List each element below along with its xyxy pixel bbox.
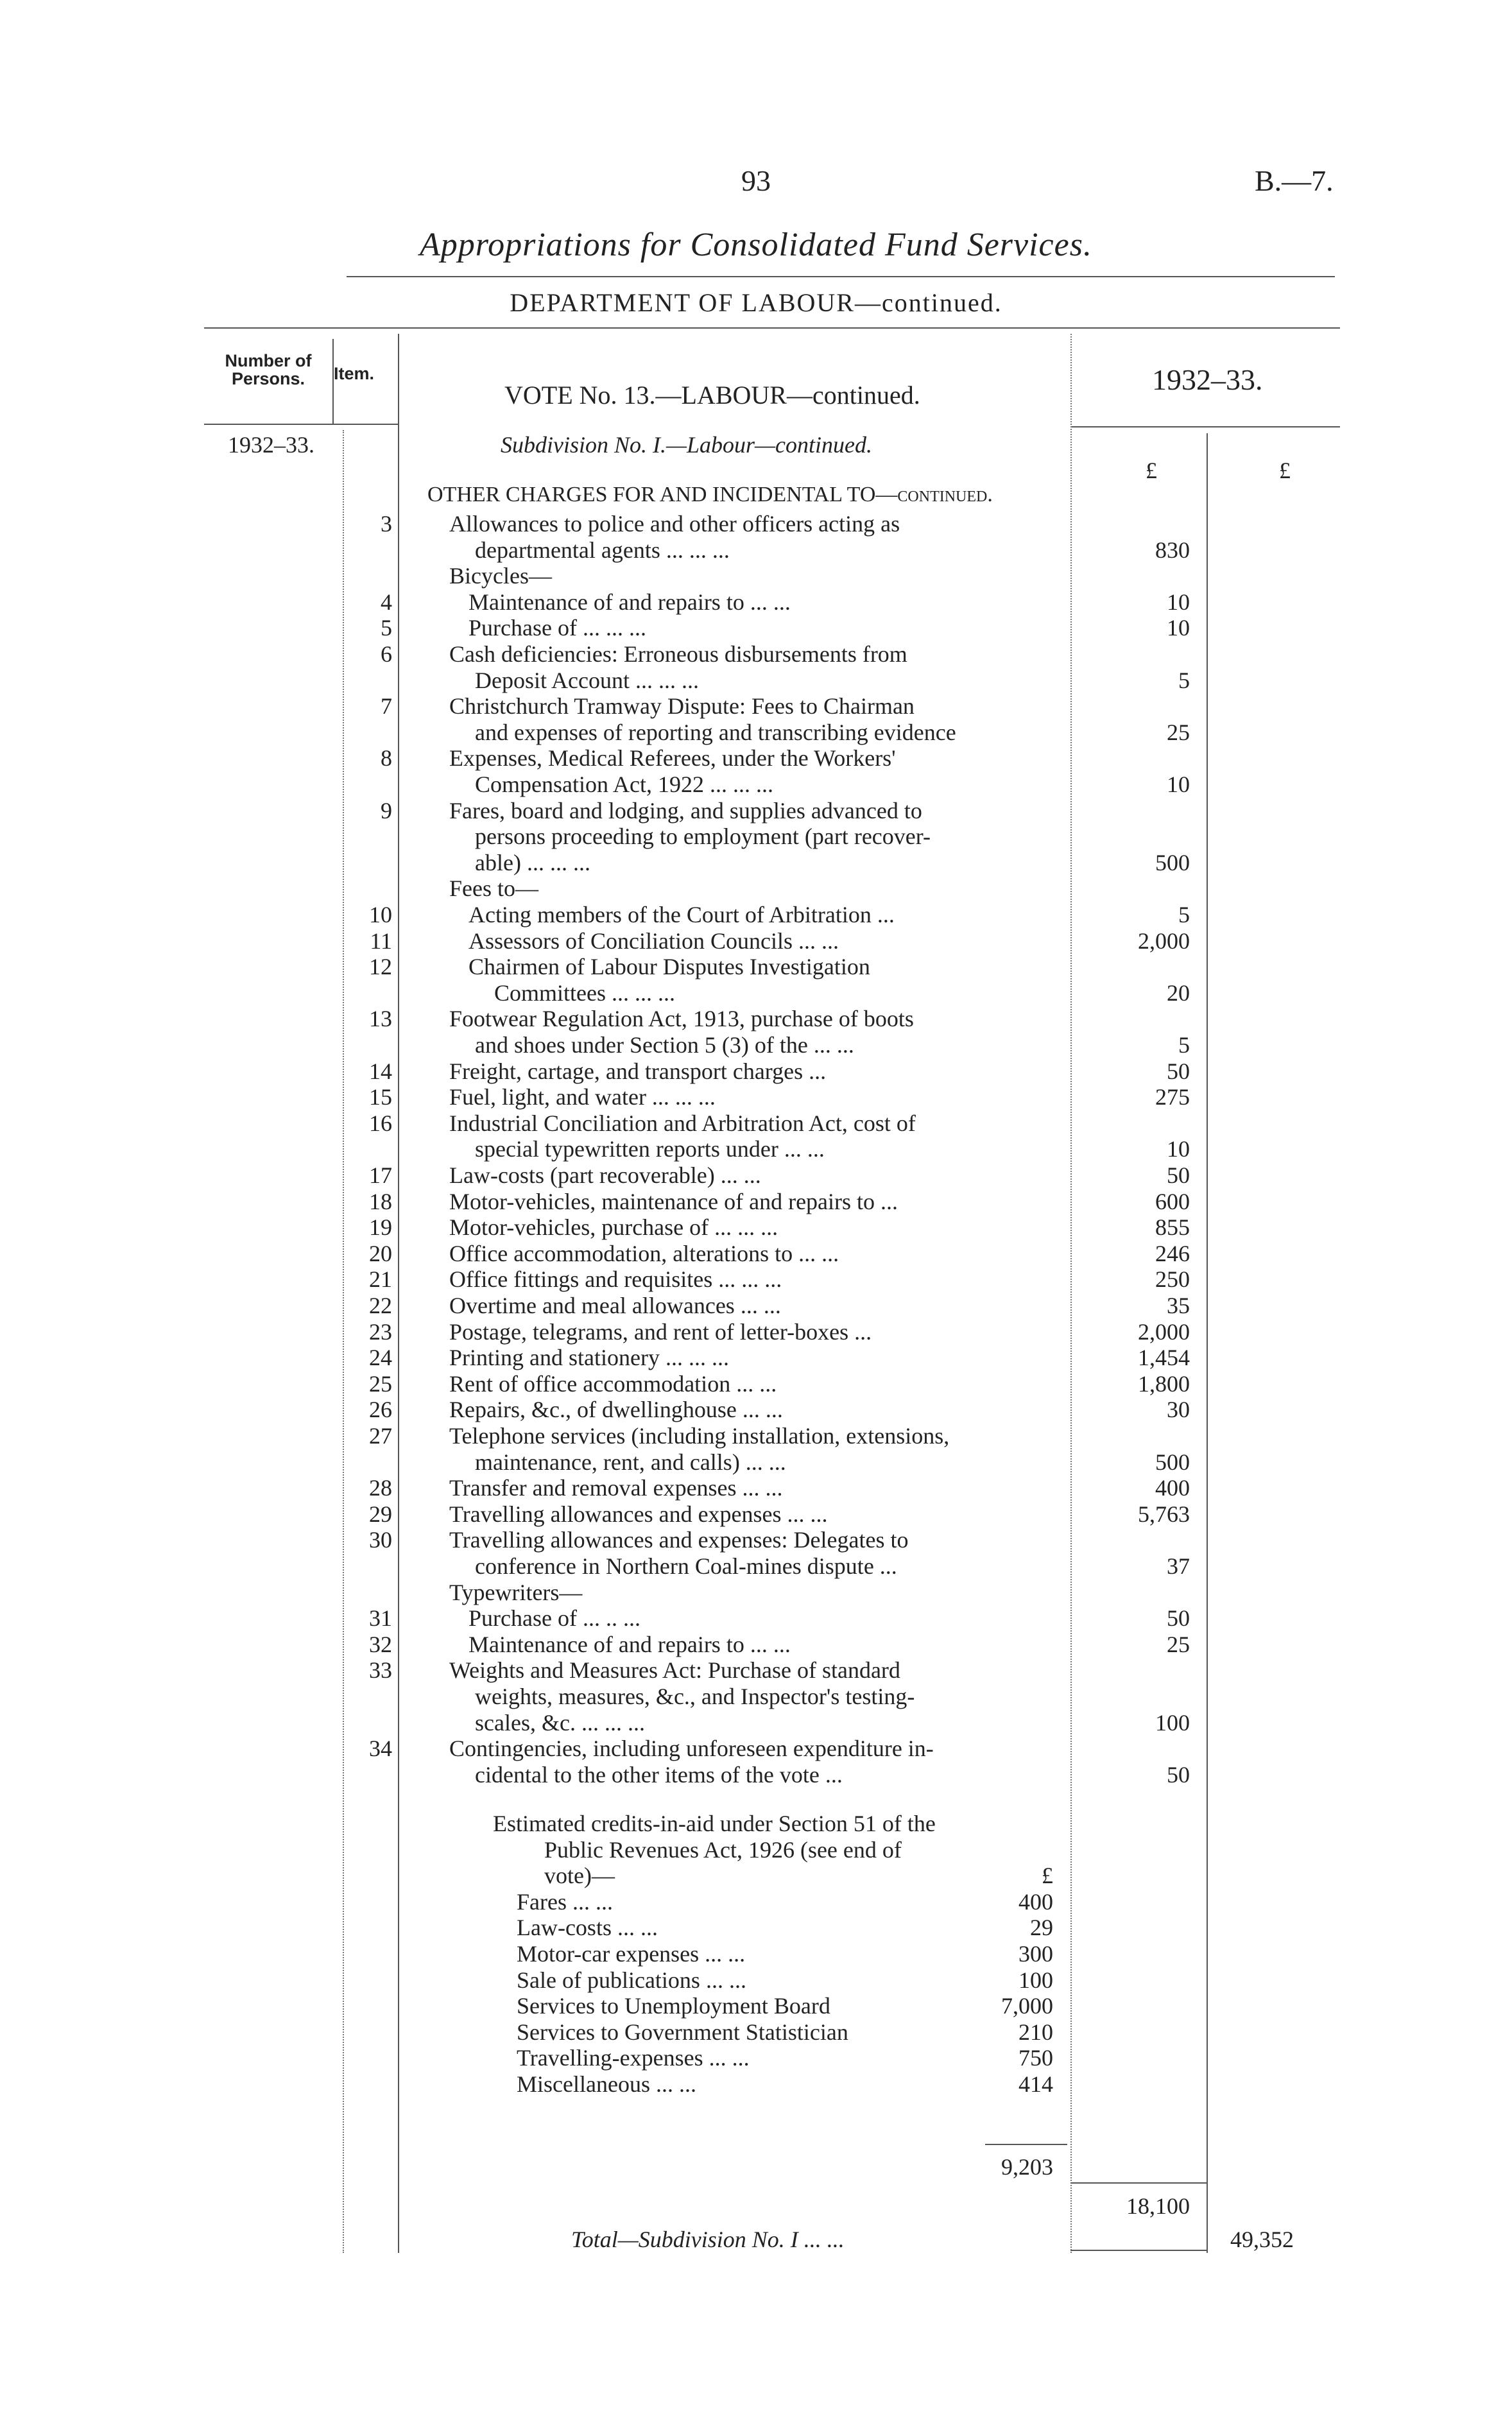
item-number: 6 [381,641,392,667]
item-description: departmental agents ... ... ... [475,537,730,563]
page-number: 93 [741,164,771,197]
department-heading: DEPARTMENT OF LABOUR—continued. [510,288,1002,317]
item-description: scales, &c. ... ... ... [475,1709,645,1736]
item-row [0,1110,1512,1135]
item-amount: 50 [1167,1058,1190,1084]
item-number: 15 [369,1084,392,1110]
year-column-header: 1932–33. [1152,363,1263,396]
item-description: weights, measures, &c., and Inspector's testing- [475,1684,915,1709]
credit-amount: 300 [1018,1941,1053,1967]
credits-total: 9,203 [1001,2154,1053,2180]
item-number: 23 [369,1318,392,1345]
item-row [0,1422,1512,1448]
item-number: 27 [369,1423,392,1449]
item-description: Travelling allowances and expenses ... ... [449,1501,828,1527]
item-row [0,1266,1512,1291]
item-description: Acting members of the Court of Arbitration ... [468,902,895,927]
item-row [0,1526,1512,1552]
item-description: Cash deficiencies: Erroneous disbursements from [449,641,907,667]
item-number: 31 [369,1605,392,1632]
item-description: Fares, board and lodging, and supplies advanced to [449,797,922,824]
item-row [0,797,1512,823]
item-row [0,849,1512,875]
item-number: 30 [369,1527,392,1553]
item-row [0,1657,1512,1682]
item-description: Transfer and removal expenses ... ... [449,1475,783,1501]
item-amount: 50 [1167,1761,1190,1788]
item-description: cidental to the other items of the vote ... [475,1761,843,1788]
item-description: Typewriters— [449,1579,583,1605]
item-amount: 246 [1155,1240,1190,1266]
item-description: Christchurch Tramway Dispute: Fees to Chairman [449,693,915,720]
item-amount: 25 [1167,719,1190,745]
credit-row [0,2019,1512,2044]
item-row [0,1605,1512,1630]
pound-sign-1: £ [1146,458,1157,483]
credits-currency: £ [1042,1863,1053,1889]
item-row [0,667,1512,693]
item-row [0,1474,1512,1500]
item-amount: 2,000 [1138,927,1190,954]
item-amount: 20 [1167,979,1190,1006]
item-description: Deposit Account ... ... ... [475,667,699,693]
credits-total-rule [985,2144,1067,2145]
item-amount: 50 [1167,1605,1190,1632]
item-description: Weights and Measures Act: Purchase of standard [449,1657,900,1684]
persons-year: 1932–33. [228,432,314,458]
item-description: and shoes under Section 5 (3) of the ... ... [475,1032,854,1058]
item-number: 16 [369,1110,392,1136]
item-row [0,1683,1512,1709]
item-amount: 25 [1167,1631,1190,1657]
item-amount: 855 [1155,1214,1190,1241]
item-number: 32 [369,1631,392,1657]
item-description: Purchase of ... ... ... [468,615,646,641]
item-amount: 50 [1167,1162,1190,1188]
item-description: Repairs, &c., of dwellinghouse ... ... [449,1397,783,1423]
item-amount: 35 [1167,1293,1190,1318]
item-description: special typewritten reports under ... ... [475,1136,825,1162]
subdivision-total-amount: 18,100 [1126,2193,1190,2219]
item-description: Freight, cartage, and transport charges ... [449,1058,827,1084]
item-description: Footwear Regulation Act, 1913, purchase of boots [449,1006,914,1032]
item-number: 25 [369,1370,392,1397]
item-row [0,901,1512,927]
item-row [0,1709,1512,1735]
item-number: 28 [369,1475,392,1501]
persons-header-rule [204,424,398,425]
item-description: Overtime and meal allowances ... ... [449,1293,781,1318]
item-row [0,1370,1512,1396]
item-number: 18 [369,1188,392,1214]
item-description: Printing and stationery ... ... ... [449,1345,729,1371]
subtotal-bottom-rule [1070,2250,1207,2251]
subdivision-total-label: Total—Subdivision No. I ... ... [571,2227,845,2252]
credit-amount: 400 [1018,1888,1053,1915]
item-amount: 10 [1167,1136,1190,1162]
item-number: 5 [381,615,392,641]
item-number: 34 [369,1736,392,1762]
item-number: 33 [369,1657,392,1684]
item-row [0,1396,1512,1422]
section-heading: OTHER CHARGES FOR AND INCIDENTAL TO—continued. [427,483,993,506]
credit-row [0,1940,1512,1966]
item-description: Purchase of ... .. ... [468,1605,640,1632]
item-row [0,1449,1512,1474]
item-amount: 1,454 [1138,1345,1190,1371]
item-amount: 100 [1155,1709,1190,1736]
title-rule [347,276,1335,277]
item-description: Expenses, Medical Referees, under the Workers' [449,745,896,772]
item-row [0,1083,1512,1109]
credit-row [0,2071,1512,2096]
credit-amount: 7,000 [1001,1993,1053,2019]
year-header-rule [1070,426,1340,427]
item-number: 17 [369,1162,392,1188]
item-row [0,562,1512,588]
item-description: Bicycles— [449,563,552,589]
item-amount: 830 [1155,537,1190,563]
item-description: maintenance, rent, and calls) ... ... [475,1449,786,1475]
item-row [0,1631,1512,1657]
item-description: Postage, telegrams, and rent of letter-boxes ... [449,1318,872,1345]
credits-heading-line [0,1862,1512,1888]
item-amount: 10 [1167,772,1190,797]
document-reference: B.—7. [1255,164,1334,197]
item-row [0,771,1512,797]
item-row [0,1735,1512,1761]
item-number: 24 [369,1345,392,1371]
item-row [0,927,1512,953]
item-row [0,719,1512,745]
item-description: Motor-vehicles, purchase of ... ... ... [449,1214,778,1241]
item-row [0,875,1512,901]
item-description: Office accommodation, alterations to ... ... [449,1240,839,1266]
item-row [0,1318,1512,1344]
item-amount: 37 [1167,1553,1190,1579]
item-row [0,1344,1512,1370]
item-number: 9 [381,797,392,824]
item-amount: 5 [1178,1032,1190,1058]
item-description: Maintenance of and repairs to ... ... [468,1631,791,1657]
item-description: and expenses of reporting and transcribing evidence [475,719,956,745]
credit-row [0,1888,1512,1914]
item-row [0,979,1512,1005]
item-number: 20 [369,1240,392,1266]
item-amount: 30 [1167,1397,1190,1423]
item-description: Travelling allowances and expenses: Delegates to [449,1527,909,1553]
item-description: Assessors of Conciliation Councils ... ... [468,927,839,954]
item-description: Office fittings and requisites ... ... ... [449,1266,782,1293]
item-description: Motor-vehicles, maintenance of and repairs to ... [449,1188,898,1214]
item-row [0,1240,1512,1266]
item-amount: 1,800 [1138,1370,1190,1397]
item-row [0,537,1512,562]
credit-label: Services to Unemployment Board [517,1993,830,2019]
item-row [0,510,1512,536]
item-number: 8 [381,745,392,772]
item-row [0,1005,1512,1031]
persons-column-header: Number of Persons. [225,351,312,388]
item-description: Chairmen of Labour Disputes Investigation [468,954,870,980]
credit-label: Law-costs ... ... [517,1915,658,1941]
item-row [0,589,1512,614]
item-row [0,693,1512,718]
item-description: Compensation Act, 1922 ... ... ... [475,772,773,797]
credit-amount: 100 [1018,1967,1053,1993]
item-description: conference in Northern Coal-mines dispute ... [475,1553,897,1579]
credits-heading-text: Estimated credits-in-aid under Section 51 of the [493,1811,936,1836]
item-row [0,1579,1512,1605]
credit-row [0,1914,1512,1940]
item-number: 3 [381,511,392,537]
item-row [0,641,1512,666]
credits-heading-text: vote)— [544,1863,615,1889]
grand-total-amount: 49,352 [1230,2227,1294,2252]
item-number: 12 [369,954,392,980]
item-description: Fuel, light, and water ... ... ... [449,1084,716,1110]
item-description: Industrial Conciliation and Arbitration Act, cost of [449,1110,916,1136]
item-row [0,1188,1512,1214]
credit-amount: 29 [1030,1915,1053,1941]
credit-label: Travelling-expenses ... ... [517,2045,750,2071]
item-description: Law-costs (part recoverable) ... ... [449,1162,761,1188]
item-row [0,1162,1512,1187]
item-amount: 5 [1178,667,1190,693]
page-title: Appropriations for Consolidated Fund Services. [420,227,1092,263]
item-amount: 500 [1155,849,1190,875]
credit-label: Miscellaneous ... ... [517,2071,696,2097]
item-number: 11 [370,927,392,954]
item-amount: 400 [1155,1475,1190,1501]
credits-heading-text: Public Revenues Act, 1926 (see end of [544,1836,902,1863]
item-row [0,1031,1512,1057]
item-amount: 5 [1178,902,1190,927]
item-amount: 275 [1155,1084,1190,1110]
credit-label: Fares ... ... [517,1888,613,1915]
item-row [0,953,1512,979]
item-amount: 250 [1155,1266,1190,1293]
item-number: 19 [369,1214,392,1241]
item-row [0,1214,1512,1239]
item-amount: 10 [1167,615,1190,641]
item-amount: 600 [1155,1188,1190,1214]
item-amount: 10 [1167,589,1190,615]
credit-row [0,1992,1512,2018]
item-description: Allowances to police and other officers acting as [449,511,900,537]
item-number: 10 [369,902,392,927]
item-row [0,823,1512,849]
item-number: 14 [369,1058,392,1084]
item-amount: 5,763 [1138,1501,1190,1527]
credit-label: Motor-car expenses ... ... [517,1941,746,1967]
vote-heading: VOTE No. 13.—LABOUR—continued. [504,381,920,410]
item-description: Committees ... ... ... [494,979,675,1006]
item-row [0,1058,1512,1083]
item-row [0,1553,1512,1578]
persons-column-rule [332,339,334,424]
item-row [0,745,1512,770]
item-description: Rent of office accommodation ... ... [449,1370,777,1397]
item-description: Maintenance of and repairs to ... ... [468,589,791,615]
subdivision-heading: Subdivision No. I.—Labour—continued. [501,432,873,458]
item-description: Fees to— [449,875,538,902]
item-row [0,614,1512,640]
item-number: 29 [369,1501,392,1527]
item-number: 26 [369,1397,392,1423]
item-row [0,1135,1512,1161]
item-description: Contingencies, including unforeseen expenditure in- [449,1736,934,1762]
item-amount: 2,000 [1138,1318,1190,1345]
pound-sign-2: £ [1279,458,1291,483]
item-number: 7 [381,693,392,720]
credit-label: Sale of publications ... ... [517,1967,746,1993]
credit-row [0,1967,1512,1992]
credit-amount: 414 [1018,2071,1053,2097]
credits-heading-line [0,1810,1512,1836]
subtotal-rule [1070,2182,1207,2184]
credit-label: Services to Government Statistician [517,2019,848,2045]
item-description: persons proceeding to employment (part recover- [475,824,931,850]
item-number: 21 [369,1266,392,1293]
item-row [0,1292,1512,1318]
header-rule [204,327,1340,329]
item-row [0,1501,1512,1526]
item-description: able) ... ... ... [475,849,590,875]
item-amount: 500 [1155,1449,1190,1475]
item-number: 4 [381,589,392,615]
credit-amount: 750 [1018,2045,1053,2071]
credits-heading-line [0,1836,1512,1862]
credit-row [0,2044,1512,2070]
credit-amount: 210 [1018,2019,1053,2045]
item-number: 22 [369,1293,392,1318]
item-row [0,1761,1512,1787]
item-number: 13 [369,1006,392,1032]
item-description: Telephone services (including installation, extensions, [449,1423,950,1449]
item-column-header: Item. [334,364,375,383]
